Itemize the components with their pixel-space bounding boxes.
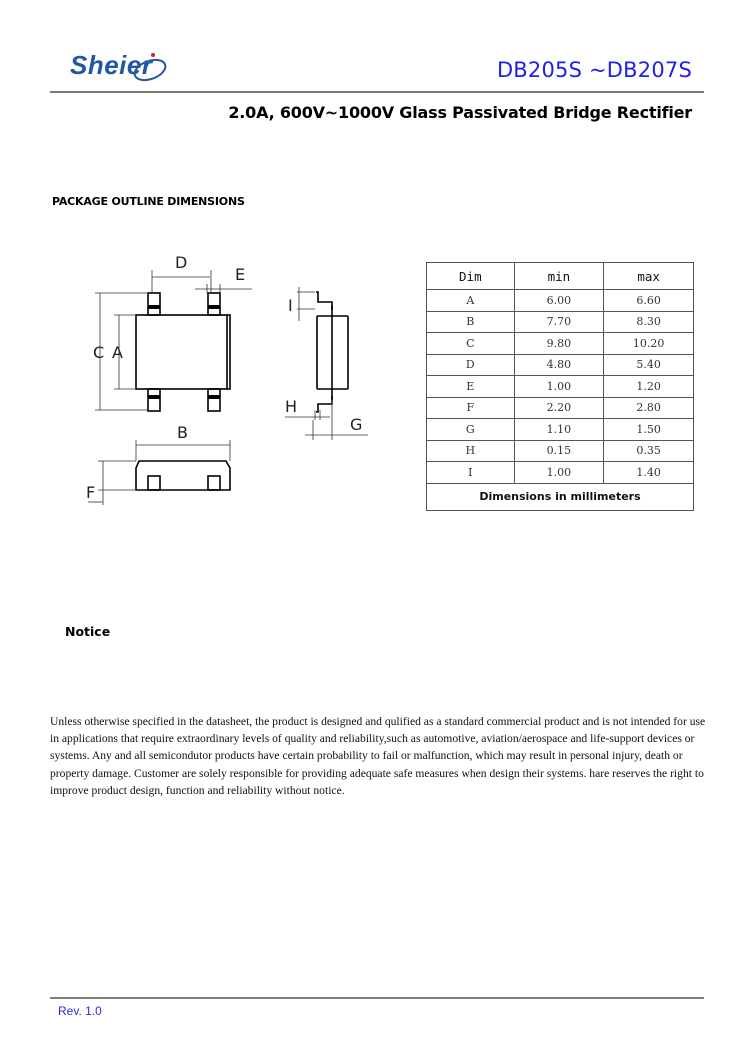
dim-label-h: H — [285, 397, 298, 416]
notice-heading: Notice — [65, 624, 111, 639]
column-header-max: max — [604, 263, 694, 290]
dim-cell: G — [427, 419, 515, 441]
column-header-min: min — [514, 263, 604, 290]
max-cell: 1.40 — [604, 462, 694, 484]
dim-label-i: I — [288, 296, 293, 315]
revision-label: Rev. 1.0 — [58, 1004, 102, 1018]
dim-label-b: B — [177, 423, 188, 442]
table-row — [427, 354, 694, 376]
min-cell: 1.00 — [514, 462, 604, 484]
min-cell: 2.20 — [514, 397, 604, 419]
logo-text: Sheier — [70, 50, 153, 80]
document-subtitle: 2.0A, 600V∼1000V Glass Passivated Bridge Rectifier — [228, 103, 692, 122]
table-row — [427, 462, 694, 484]
dimensions-table — [426, 262, 694, 511]
company-logo — [70, 48, 190, 88]
notice-body: Unless otherwise specified in the datasheet, the product is designed and qulified as a standard commercial product and is not intended for use in applications that require extraordinary levels of quality and reliability,such as automotive, aviation/aerospace and life-support devices or systems. Any and all semicondutor products have certain probability to fail or malfunction, which may result in personal injury, death or property damage. Customer are solely responsible for providing adequate safe measures when design their systems. hare reserves the right to improve product design, function and reliability without notice. — [50, 715, 706, 797]
table-row — [427, 376, 694, 398]
max-cell: 10.20 — [604, 333, 694, 355]
min-cell: 6.00 — [514, 290, 604, 312]
max-cell: 0.35 — [604, 440, 694, 462]
min-cell: 7.70 — [514, 311, 604, 333]
table-row — [427, 419, 694, 441]
dim-cell: B — [427, 311, 515, 333]
dim-label-d: D — [175, 253, 188, 272]
min-cell: 1.10 — [514, 419, 604, 441]
dim-cell: E — [427, 376, 515, 398]
header-divider — [50, 91, 704, 93]
table-header-row — [427, 263, 694, 290]
table-row — [427, 333, 694, 355]
max-cell: 8.30 — [604, 311, 694, 333]
max-cell: 1.50 — [604, 419, 694, 441]
section-heading-package-outline: PACKAGE OUTLINE DIMENSIONS — [52, 195, 245, 208]
table-footnote: Dimensions in millimeters — [427, 483, 694, 510]
table-row — [427, 311, 694, 333]
table-row — [427, 290, 694, 312]
table-footer-row — [427, 483, 694, 510]
dim-label-e: E — [235, 265, 246, 284]
dim-label-f: F — [86, 483, 96, 502]
max-cell: 5.40 — [604, 354, 694, 376]
dim-label-c: C — [93, 343, 105, 362]
max-cell: 2.80 — [604, 397, 694, 419]
max-cell: 1.20 — [604, 376, 694, 398]
footer-divider — [50, 997, 704, 999]
dim-cell: A — [427, 290, 515, 312]
dim-cell: D — [427, 354, 515, 376]
min-cell: 4.80 — [514, 354, 604, 376]
dim-cell: H — [427, 440, 515, 462]
table-row — [427, 440, 694, 462]
dim-label-a: A — [112, 343, 123, 362]
part-number: DB205S ~DB207S — [496, 58, 692, 82]
dim-cell: F — [427, 397, 515, 419]
dim-cell: C — [427, 333, 515, 355]
column-header-dim: Dim — [427, 263, 515, 290]
table-row — [427, 397, 694, 419]
package-outline-drawing — [78, 245, 398, 505]
max-cell: 6.60 — [604, 290, 694, 312]
min-cell: 9.80 — [514, 333, 604, 355]
min-cell: 1.00 — [514, 376, 604, 398]
top-view-body — [136, 315, 230, 389]
dim-label-g: G — [350, 415, 363, 434]
dim-cell: I — [427, 462, 515, 484]
min-cell: 0.15 — [514, 440, 604, 462]
